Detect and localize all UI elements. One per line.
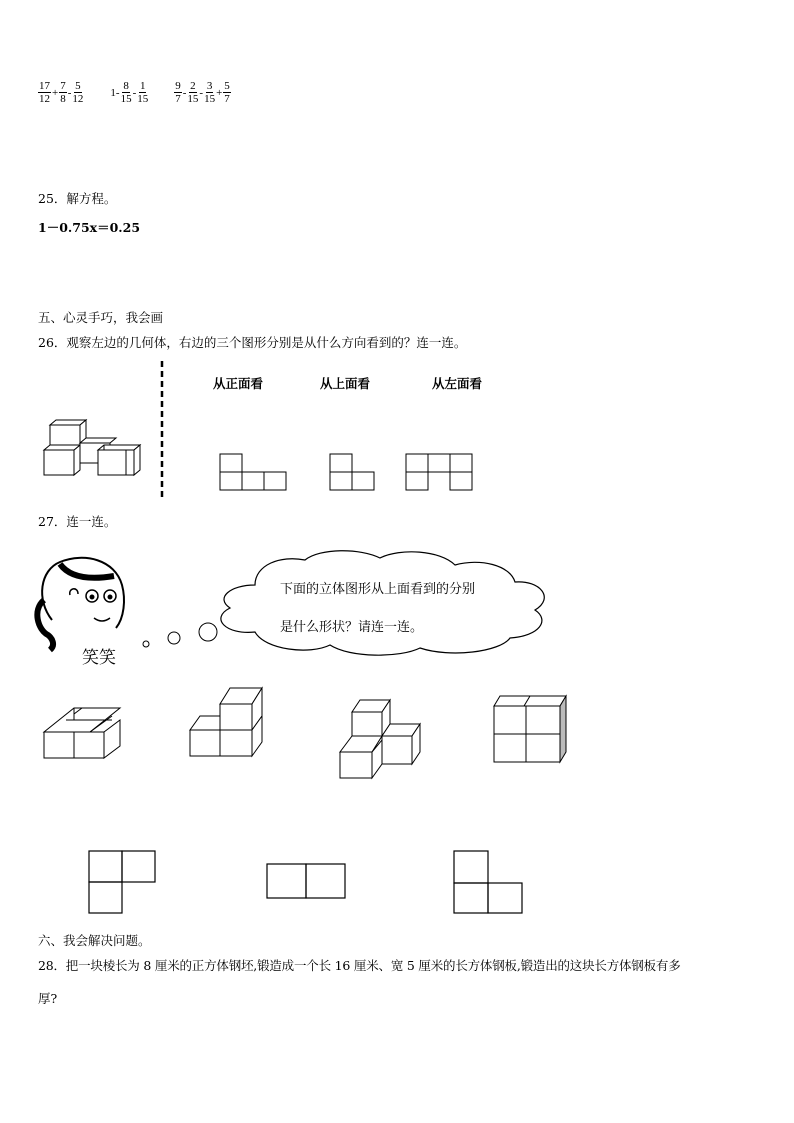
expression-1 [38, 80, 83, 105]
numerator: 17 [39, 80, 50, 92]
denominator: 12 [72, 93, 84, 105]
bubble-line-1: 下面的立体图形从上面看到的分别 [280, 582, 476, 597]
bubble-line-2: 是什么形状？请连一连。 [280, 620, 424, 635]
fraction [72, 80, 83, 105]
numerator: 3 [206, 80, 213, 92]
fraction [137, 80, 148, 105]
view-label-left: 从左面看 [432, 376, 483, 391]
thought-dot-medium [168, 632, 180, 644]
top-view-2[interactable] [267, 864, 345, 898]
q26-title: 26．观察左边的几何体，右边的三个图形分别是从什么方向看到的？连一连。 [38, 335, 467, 350]
q25-equation: 1－0.75x＝0.25 [38, 220, 141, 235]
q27-top-views [80, 845, 540, 920]
view-shape-a[interactable] [220, 454, 286, 490]
q27-title: 27．连一连。 [38, 514, 117, 529]
numerator: 7 [60, 80, 66, 92]
expression-2 [109, 80, 148, 105]
operator: - [132, 86, 137, 99]
fraction [121, 80, 132, 105]
operator: 1- [110, 86, 120, 99]
character-name: 笑笑 [82, 648, 116, 668]
fraction [174, 80, 182, 105]
thought-dot-large [199, 623, 217, 641]
denominator: 15 [137, 93, 149, 105]
operator: - [67, 86, 72, 99]
section6-title: 六、我会解决问题。 [38, 933, 151, 948]
q27-illustration [30, 540, 550, 670]
fraction [38, 80, 51, 105]
numerator: 9 [175, 80, 181, 92]
fraction [204, 80, 215, 105]
view-label-top: 从上面看 [320, 376, 371, 391]
view-shape-c[interactable] [406, 454, 472, 490]
solid-4[interactable] [494, 696, 566, 762]
operator: + [216, 86, 223, 99]
q28-line-1: 28．把一块棱长为 8 厘米的正方体钢坯,锻造成一个长 16 厘米、宽 5 厘米的长方体钢板,锻造出的这块长方体钢板有多 [38, 958, 681, 973]
fraction [187, 80, 198, 105]
q27-solids [30, 680, 590, 785]
numerator: 5 [75, 80, 81, 92]
q26-solid [44, 420, 140, 475]
numerator: 1 [139, 80, 146, 92]
numerator: 5 [224, 80, 230, 92]
denominator: 15 [187, 93, 199, 105]
denominator: 15 [120, 93, 132, 105]
fraction-expressions [38, 80, 253, 105]
thought-dot-small [143, 641, 149, 647]
solid-2[interactable] [190, 688, 262, 756]
operator: + [52, 86, 59, 99]
q26-figure [30, 355, 510, 505]
top-view-1[interactable] [89, 851, 155, 913]
fraction [59, 80, 67, 105]
numerator: 8 [123, 80, 129, 92]
operator: - [182, 86, 187, 99]
denominator: 8 [60, 93, 66, 105]
q28-line-2: 厚? [38, 991, 58, 1006]
solid-1[interactable] [44, 708, 120, 758]
girl-character [37, 558, 124, 668]
denominator: 15 [204, 93, 216, 105]
denominator: 7 [175, 93, 181, 105]
denominator: 12 [39, 93, 50, 105]
denominator: 7 [224, 93, 230, 105]
operator: - [199, 86, 204, 99]
numerator: 2 [190, 80, 196, 92]
top-view-3[interactable] [454, 851, 522, 913]
solid-3[interactable] [340, 700, 420, 778]
q25-title: 25．解方程。 [38, 191, 117, 206]
view-label-front: 从正面看 [213, 376, 264, 391]
view-shape-b[interactable] [330, 454, 374, 490]
section5-title: 五、心灵手巧，我会画 [38, 310, 164, 325]
speech-cloud [221, 551, 544, 655]
fraction [223, 80, 231, 105]
expression-3 [174, 80, 231, 105]
